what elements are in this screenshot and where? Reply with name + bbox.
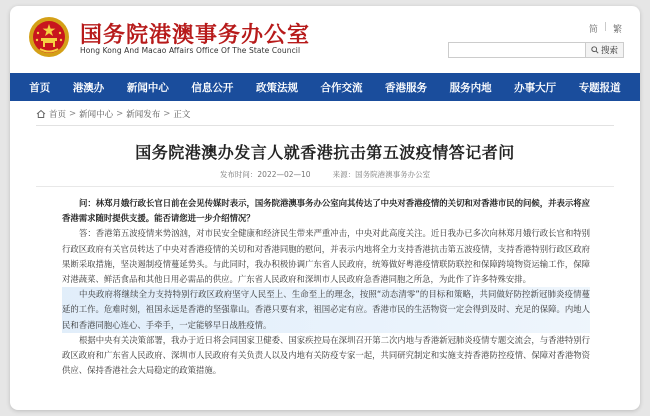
lang-separator: |	[603, 22, 607, 32]
meta-divider	[36, 186, 614, 187]
nav-item-info-disclosure[interactable]: 信息公开	[191, 81, 234, 94]
site-title-cn[interactable]: 国务院港澳事务办公室	[80, 23, 311, 48]
search-input[interactable]	[448, 42, 586, 58]
breadcrumb-current: 正文	[173, 110, 191, 120]
article-title: 国务院港澳办发言人就香港抗击第五波疫情答记者问	[135, 143, 515, 162]
site-title-en: Hong Kong And Macao Affairs Office Of The State Council	[80, 46, 301, 55]
nav-item-home[interactable]: 首页	[29, 81, 51, 94]
nav-item-cooperation[interactable]: 合作交流	[320, 81, 363, 94]
breadcrumb-divider	[36, 125, 614, 126]
article-source: 来源：国务院港澳事务办公室	[332, 170, 431, 179]
nav-item-special-reports[interactable]: 专题报道	[578, 81, 621, 94]
lang-simplified-link[interactable]: 简	[588, 25, 598, 35]
search-bar	[448, 42, 624, 58]
question-paragraph: 问：林郑月娥行政长官日前在会见传媒时表示，国务院港澳事务办公室向其传达了中央对香港疫情的关切和对香港市民的问候，并表示将应香港需求随时提供支援。能否请您进一步介绍情况？	[62, 198, 590, 224]
home-icon	[36, 109, 46, 119]
site-header	[10, 6, 640, 70]
answer-paragraph-2: 中央政府将继续全力支持特别行政区政府坚守人民至上、生命至上的理念，按照“动态清零”的目标和策略，共同做好防控新冠肺炎疫情蔓延的工作。危难时刻，祖国永远是香港的坚强靠山。香港只要有求，祖国必定有应。香港市民的生活物资一定会得到及时、充足的保障。内地人民和香港同胞心连心、手牵手，一定能够早日战胜疫情。	[62, 287, 590, 333]
lang-traditional-link[interactable]: 繁	[612, 25, 622, 35]
search-button[interactable]	[586, 42, 624, 58]
publish-date: 发布时间：2022—02—10	[219, 170, 311, 179]
nav-item-policies[interactable]: 政策法规	[255, 81, 298, 94]
search-button-label: 搜索	[600, 46, 618, 56]
breadcrumb-separator: >	[163, 109, 171, 119]
nav-item-mainland-service[interactable]: 服务内地	[449, 81, 492, 94]
nav-item-service-hall[interactable]: 办事大厅	[514, 81, 557, 94]
answer-paragraph-3: 根据中央有关决策部署，我办于近日将会同国家卫健委、国家疾控局在深圳召开第二次内地与香港新冠肺炎疫情专题交流会，与香港特别行政区政府和广东省人民政府、深圳市人民政府有关负责人以及内地有关防疫专家一起，共同研究制定和实施支持香港防控疫情、保障对香港物资供应、保持香港社会大局稳定的政策措施。	[62, 334, 590, 376]
main-nav	[10, 73, 640, 101]
breadcrumb-news-release[interactable]: 新闻发布	[126, 110, 161, 120]
breadcrumb-news-center[interactable]: 新闻中心	[79, 110, 114, 120]
language-switcher	[589, 22, 622, 35]
browser-page	[10, 6, 640, 410]
nav-item-news[interactable]: 新闻中心	[126, 81, 169, 94]
breadcrumb-separator: >	[69, 109, 77, 119]
national-emblem-icon[interactable]	[28, 16, 70, 58]
search-icon	[591, 46, 599, 54]
article-body	[62, 196, 590, 378]
answer-paragraph-1: 答：香港第五波疫情来势汹汹，对市民安全健康和经济民生带来严重冲击，中央对此高度关注。近日我办已多次向林郑月娥行政长官和特别行政区政府有关官员转达了中央对香港疫情的关切和对香港同胞的慰问，并表示内地将全力支持香港抗击第五波疫情，支持香港特别行政区政府果断采取措施，坚决遏制疫情蔓延势头。与此同时，我办积极协调广东省人民政府，统筹做好粤港疫情联防联控和保障跨境物资运输工作，保障对港蔬菜、鲜活食品和其他日用必需品的供应。广东省人民政府和深圳市人民政府急香港同胞之所急，为此作了许多特殊安排。	[62, 228, 590, 285]
breadcrumb-separator: >	[116, 109, 124, 119]
nav-item-hk-service[interactable]: 香港服务	[385, 81, 428, 94]
nav-item-office[interactable]: 港澳办	[72, 81, 105, 94]
breadcrumb	[36, 108, 190, 120]
breadcrumb-home[interactable]: 首页	[49, 110, 67, 120]
article-meta	[10, 169, 640, 180]
